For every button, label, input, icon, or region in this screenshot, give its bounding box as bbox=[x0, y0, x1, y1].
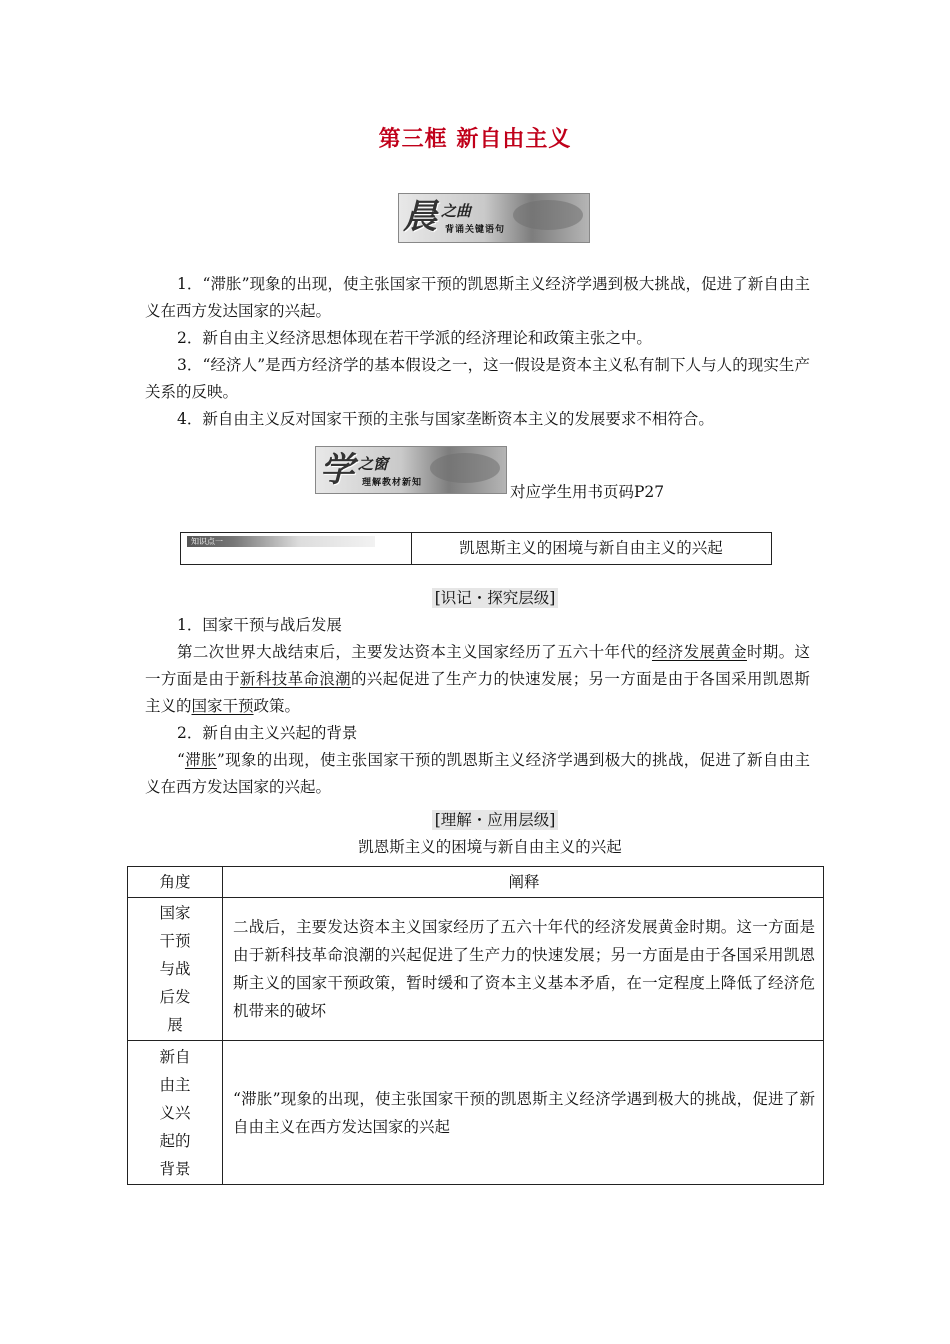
row-angle: 国家 干预 与战 后发 展 bbox=[128, 898, 223, 1041]
summary-table bbox=[127, 866, 824, 1185]
row-angle: 新自 由主 义兴 起的 背景 bbox=[128, 1041, 223, 1185]
banner-xue bbox=[315, 446, 507, 494]
section1-body: 第二次世界大战结束后，主要发达资本主义国家经历了五六十年代的经济发展黄金时期。这一方面是由于新科技革命浪潮的兴起促进了生产力的快速发展；另一方面是由于各国采用凯恩斯主义的国家干预政策。 bbox=[145, 643, 810, 715]
blank-answer: 滞胀 bbox=[184, 751, 217, 769]
table-header-row bbox=[128, 867, 824, 898]
page-reference: 对应学生用书页码P27 bbox=[510, 483, 665, 501]
banner-decoration bbox=[513, 200, 583, 230]
banner-big-char: 学 bbox=[320, 450, 354, 490]
intro-item-4: 4．新自由主义反对国家干预的主张与国家垄断资本主义的发展要求不相符合。 bbox=[177, 410, 714, 428]
table-row bbox=[128, 1041, 824, 1185]
banner-small-title: 之窗 bbox=[358, 455, 389, 473]
blank-answer: 新科技革命浪潮 bbox=[240, 670, 351, 688]
banner-subtitle: 背诵关键语句 bbox=[445, 225, 506, 235]
level-label-2: [理解・应用层级] bbox=[0, 808, 950, 830]
banner-chen bbox=[398, 193, 590, 243]
banner-decoration bbox=[430, 453, 500, 483]
intro-item-1: 1．“滞胀”现象的出现，使主张国家干预的凯恩斯主义经济学遇到极大挑战，促进了新自由主义在西方发达国家的兴起。 bbox=[145, 275, 810, 320]
banner-subtitle: 理解教材新知 bbox=[362, 478, 423, 488]
knowledge-point-title: 凯恩斯主义的困境与新自由主义的兴起 bbox=[459, 539, 723, 557]
blank-answer: 经济发展黄金 bbox=[651, 643, 747, 661]
blank-answer: 国家干预 bbox=[191, 697, 254, 715]
section2-heading: 2．新自由主义兴起的背景 bbox=[177, 724, 358, 742]
knowledge-point-box bbox=[180, 532, 772, 565]
section1-heading: 1．国家干预与战后发展 bbox=[177, 616, 342, 634]
section2-body: “滞胀”现象的出现，使主张国家干预的凯恩斯主义经济学遇到极大的挑战，促进了新自由主义在西方发达国家的兴起。 bbox=[145, 751, 810, 796]
header-angle: 角度 bbox=[128, 867, 223, 898]
banner-small-title: 之曲 bbox=[441, 202, 472, 220]
row-explanation: 二战后，主要发达资本主义国家经历了五六十年代的经济发展黄金时期。这一方面是由于新科技革命浪潮的兴起促进了生产力的快速发展；另一方面是由于各国采用凯恩斯主义的国家干预政策，暂时缓和了资本主义基本矛盾，在一定程度上降低了经济危机带来的破坏 bbox=[223, 898, 824, 1041]
intro-item-3: 3．“经济人”是西方经济学的基本假设之一，这一假设是资本主义私有制下人与人的现实生产关系的反映。 bbox=[145, 356, 810, 401]
row-explanation: “滞胀”现象的出现，使主张国家干预的凯恩斯主义经济学遇到极大的挑战，促进了新自由主义在西方发达国家的兴起 bbox=[223, 1041, 824, 1185]
level-label-1: [识记・探究层级] bbox=[0, 586, 950, 608]
table-row bbox=[128, 898, 824, 1041]
knowledge-point-tag: 知识点一 bbox=[187, 536, 375, 547]
header-explanation: 阐释 bbox=[223, 867, 824, 898]
table-caption: 凯恩斯主义的困境与新自由主义的兴起 bbox=[358, 838, 622, 856]
intro-item-2: 2．新自由主义经济思想体现在若干学派的经济理论和政策主张之中。 bbox=[177, 329, 652, 347]
page-title: 第三框 新自由主义 bbox=[378, 126, 572, 152]
banner-big-char: 晨 bbox=[403, 197, 437, 237]
